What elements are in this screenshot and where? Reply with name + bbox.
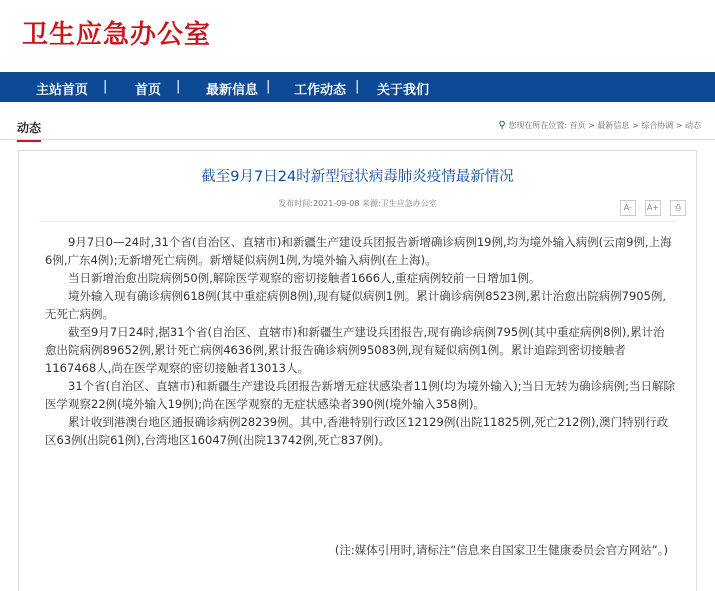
nav-item-main-home[interactable]: 主站首页 — [36, 83, 89, 98]
breadcrumb-prefix: 您现在所在位置: — [508, 121, 568, 130]
breadcrumb — [498, 120, 701, 131]
breadcrumb-home[interactable]: 首页 — [569, 121, 586, 130]
nav-item-home[interactable]: 首页 — [135, 83, 162, 98]
article-tools — [616, 197, 686, 216]
site-header — [0, 0, 715, 72]
article-meta: 发布时间:2021-09-08 来源:卫生应急办公室 — [278, 199, 437, 208]
article-paragraph: 境外输入现有确诊病例618例(其中重症病例8例),现有疑似病例1例。累计确诊病例8523例,累计治愈出院病例7905例,无死亡病例。 — [45, 289, 667, 321]
breadcrumb-separator: > — [588, 121, 595, 130]
breadcrumb-coordination[interactable]: 综合协调 — [641, 121, 674, 130]
breadcrumb-separator: > — [631, 121, 639, 130]
citation-note: (注:媒体引用时,请标注“信息来自国家卫生健康委员会官方网站”。) — [334, 543, 668, 557]
nav-separator: | — [266, 79, 271, 94]
section-title: 动态 — [17, 119, 41, 142]
section-bar — [0, 113, 715, 140]
nav-separator: | — [355, 79, 360, 94]
nav-separator: | — [176, 79, 181, 94]
main-nav — [0, 72, 715, 102]
nav-separator: | — [103, 79, 108, 94]
article-title: 截至9月7日24时新型冠状病毒肺炎疫情最新情况 — [201, 169, 514, 185]
nav-item-latest[interactable]: 最新信息 — [206, 83, 259, 98]
nav-item-about[interactable]: 关于我们 — [377, 83, 430, 98]
location-pin-icon: ⚲ — [498, 120, 506, 131]
article-paragraph: 累计收到港澳台地区通报确诊病例28239例。其中,香港特别行政区12129例(出院11825例,死亡212例),澳门特别行政区63例(出院61例),台湾地区16047例(出院13742例,死亡837例)。 — [45, 415, 669, 447]
article-panel — [18, 150, 697, 591]
article-paragraph: 9月7日0—24时,31个省(自治区、直辖市)和新疆生产建设兵团报告新增确诊病例19例,均为境外输入病例(云南9例,上海6例,广东4例);无新增死亡病例。新增疑似病例1例,为境外输入病例(在上海)。 — [45, 235, 672, 267]
breadcrumb-latest[interactable]: 最新信息 — [597, 121, 630, 130]
breadcrumb-current: 动态 — [685, 121, 701, 130]
article-paragraph: 31个省(自治区、直辖市)和新疆生产建设兵团报告新增无症状感染者11例(均为境外输入);当日无转为确诊病例;当日解除医学观察22例(境外输入19例);尚在医学观察的无症状感染者390例(境外输入358例)。 — [45, 379, 675, 411]
breadcrumb-separator: > — [675, 121, 683, 130]
font-smaller-button[interactable]: A- — [620, 200, 636, 216]
article-paragraph: 当日新增治愈出院病例50例,解除医学观察的密切接触者1666人,重症病例较前一日增加1例。 — [68, 271, 541, 285]
article-paragraph: 截至9月7日24时,据31个省(自治区、直辖市)和新疆生产建设兵团报告,现有确诊病例795例(其中重症病例8例),累计治愈出院病例89652例,累计死亡病例4636例,累计报告确诊病例95083例,现有疑似病例1例。累计追踪到密切接触者1167468人,尚在医学观察的密切接触者13013人。 — [45, 325, 665, 375]
article-body — [45, 233, 675, 449]
nav-item-work[interactable]: 工作动态 — [294, 83, 347, 98]
font-larger-button[interactable]: A+ — [645, 200, 661, 216]
print-icon[interactable]: ⎙ — [670, 200, 686, 216]
divider — [39, 221, 676, 222]
site-logo[interactable]: 卫生应急办公室 — [22, 20, 212, 50]
